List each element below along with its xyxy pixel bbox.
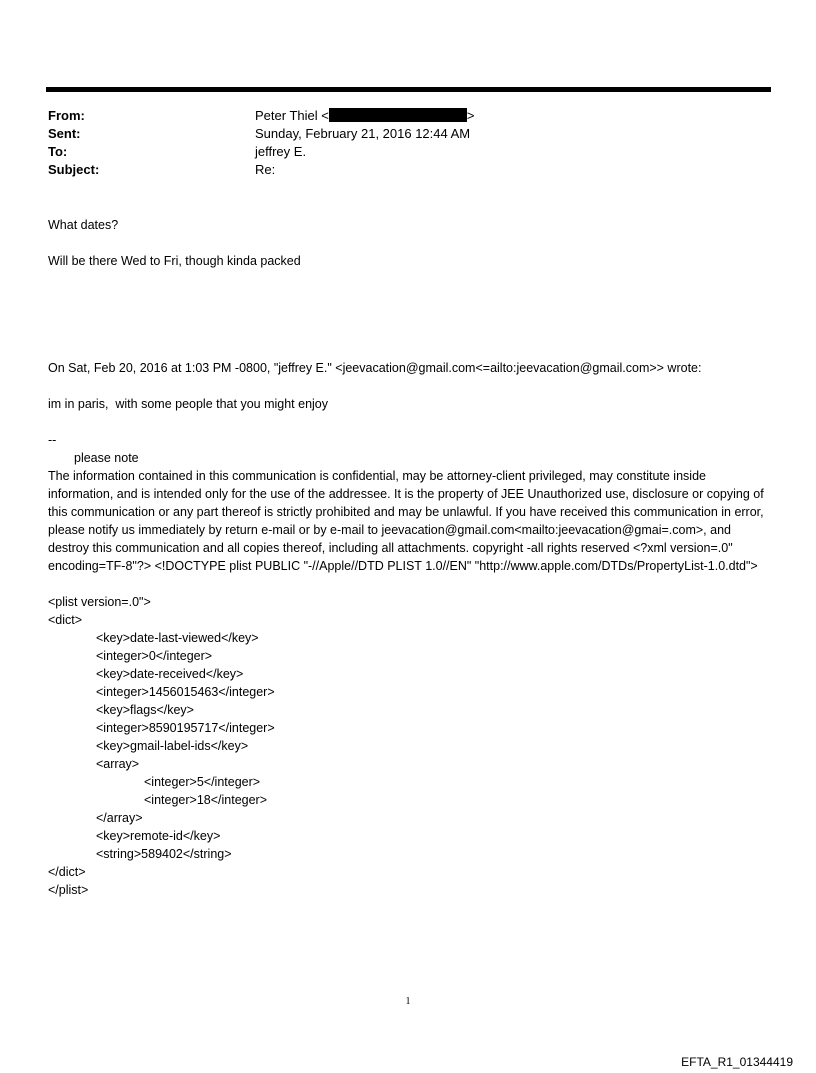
sent-label: Sent: <box>48 126 81 141</box>
plist-line: <key>date-received</key> <box>96 667 244 681</box>
from-close: > <box>466 108 475 123</box>
redacted-email-block <box>329 108 467 122</box>
please-note: please note <box>74 451 139 465</box>
subject-label: Subject: <box>48 162 100 177</box>
body-line-will-be-there: Will be there Wed to Fri, though kinda packed <box>48 254 301 268</box>
plist-line: <key>remote-id</key> <box>96 829 221 843</box>
to-label: To: <box>48 144 68 159</box>
plist-line: <string>589402</string> <box>96 847 232 861</box>
header-rule <box>46 87 771 92</box>
plist-line: <integer>0</integer> <box>96 649 213 663</box>
plist-line: </plist> <box>48 883 89 897</box>
quote-line: im in paris, with some people that you might enjoy <box>48 397 328 411</box>
signature-dashes: -- <box>48 433 57 447</box>
plist-line: <key>date-last-viewed</key> <box>96 631 259 645</box>
plist-line: <plist version=.0"> <box>48 595 151 609</box>
plist-line: <key>gmail-label-ids</key> <box>96 739 249 753</box>
plist-line: <integer>18</integer> <box>144 793 268 807</box>
plist-line: <integer>5</integer> <box>144 775 261 789</box>
body-line-what-dates: What dates? <box>48 218 119 232</box>
document-id: EFTA_R1_01344419 <box>681 1055 793 1069</box>
to-value: jeffrey E. <box>255 144 307 159</box>
plist-line: <array> <box>96 757 140 771</box>
plist-line: <dict> <box>48 613 83 627</box>
subject-value: Re: <box>255 162 276 177</box>
from-value <box>255 107 755 125</box>
plist-line: <key>flags</key> <box>96 703 194 717</box>
from-name: Peter Thiel < <box>255 108 329 123</box>
plist-line: <integer>8590195717</integer> <box>96 721 275 735</box>
plist-line: </dict> <box>48 865 86 879</box>
sent-value: Sunday, February 21, 2016 12:44 AM <box>255 126 471 141</box>
quote-intro: On Sat, Feb 20, 2016 at 1:03 PM -0800, "jeffrey E." <jeevacation@gmail.com<=ailto:jeevacation@gmail.com>> wrote: <box>48 361 702 375</box>
disclaimer-paragraph: The information contained in this communication is confidential, may be attorney-client privileged, may constitute inside information, and is intended only for the use of the addressee. It is the property of JEE Unauthorized use, disclosure or copying of this communication or any part thereof is strictly prohibited and may be unlawful. If you have received this communication in error, please notify us immediately by return e-mail or by e-mail to jeevacation@gmail.com<mailto:jeevacation@gmai=.com>, and destroy this communication and all copies thereof, including all attachments. copyright -all rights reserved <?xml version=.0" encoding=TF-8"?> <!DOCTYPE plist PUBLIC "-//Apple//DTD PLIST 1.0//EN" "http://www.apple.com/DTDs/PropertyList-1.0.dtd"> <box>48 469 764 573</box>
from-label: From: <box>48 108 85 123</box>
plist-line: <integer>1456015463</integer> <box>96 685 275 699</box>
page-number: 1 <box>405 996 411 1007</box>
plist-line: </array> <box>96 811 143 825</box>
